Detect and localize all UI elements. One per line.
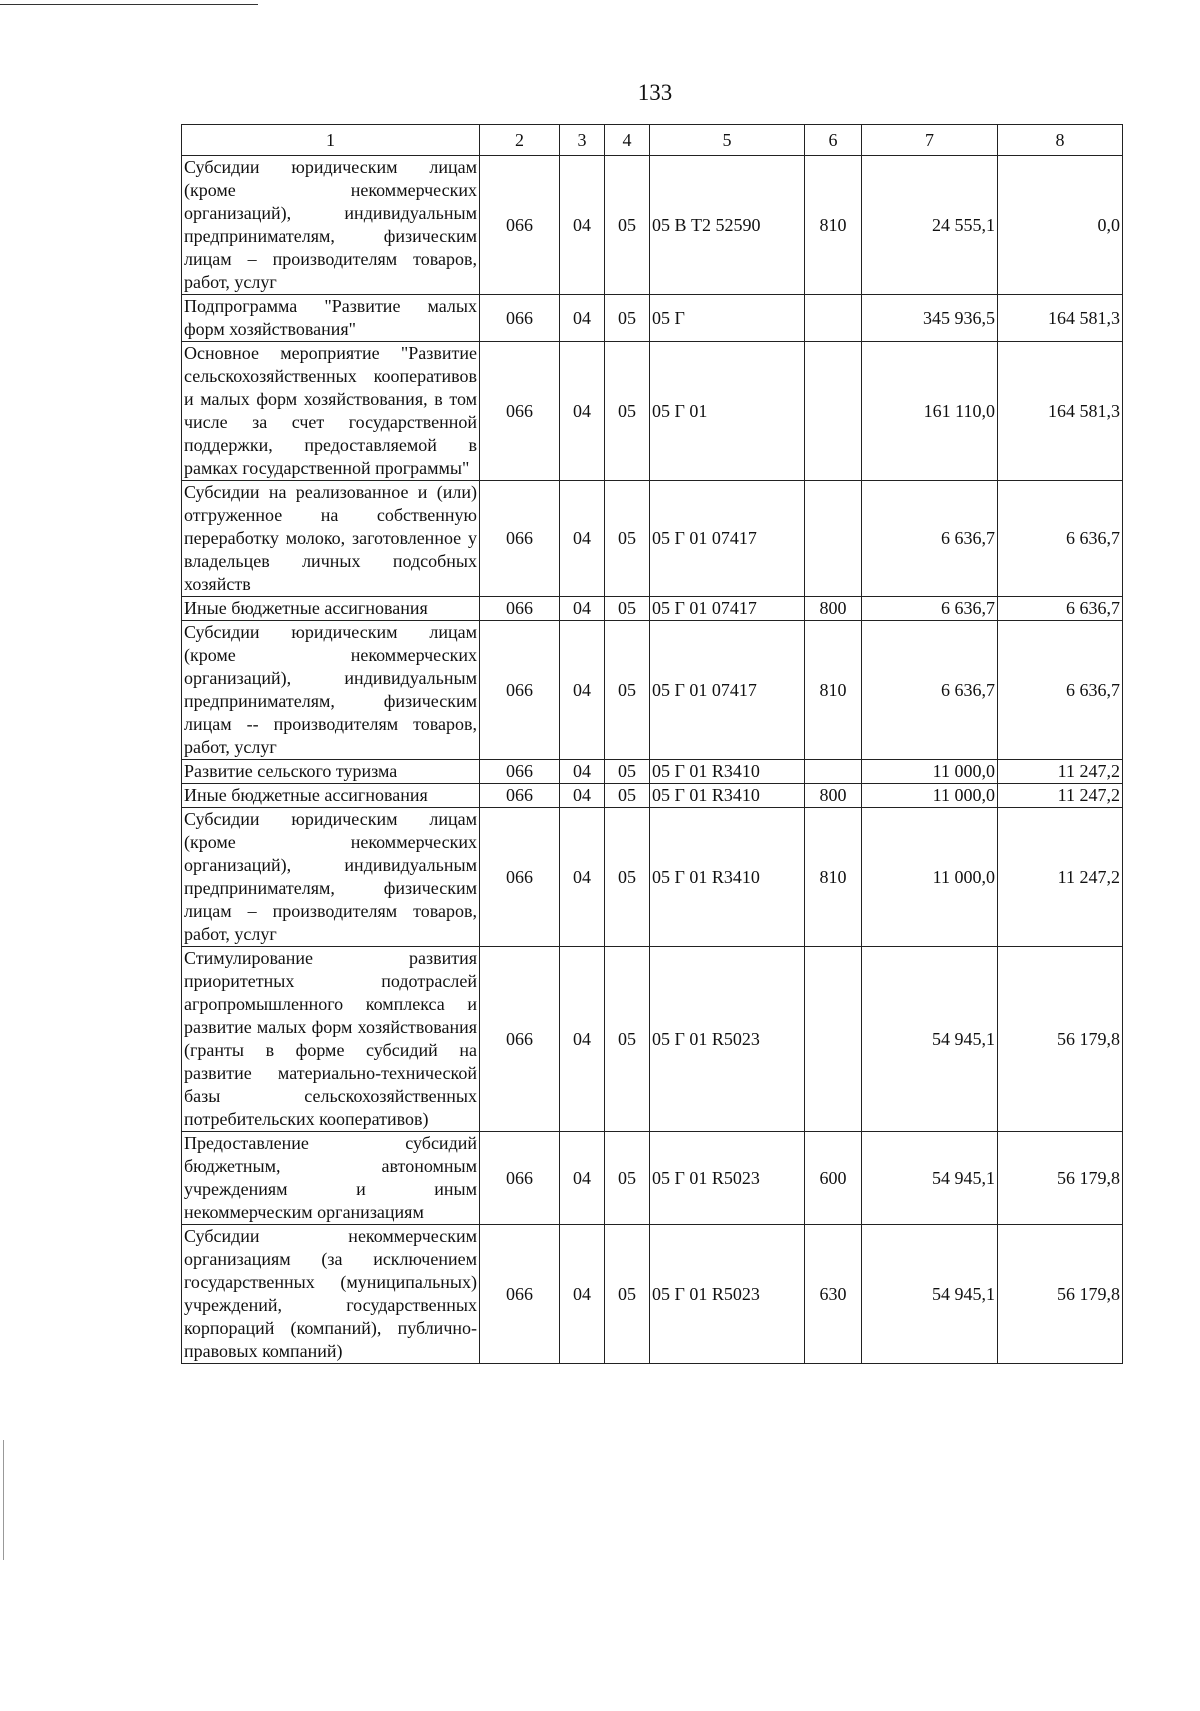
- ministry-code-cell: 066: [480, 760, 560, 784]
- row-name-cell: Субсидии некоммерческим организациям (за исключением государственных (муниципальных) учреждений, государственных корпораций (компаний), публично-правовых компаний): [182, 1225, 480, 1364]
- table-row: [182, 760, 1123, 784]
- ministry-code-cell: 066: [480, 295, 560, 342]
- expense-type-cell: 810: [805, 156, 862, 295]
- amount-year-2-cell: 56 179,8: [998, 947, 1123, 1132]
- subsection-code-cell: 05: [605, 597, 650, 621]
- ministry-code-cell: 066: [480, 808, 560, 947]
- amount-year-2-cell: 11 247,2: [998, 808, 1123, 947]
- section-code-cell: 04: [560, 1132, 605, 1225]
- expense-type-cell: [805, 947, 862, 1132]
- amount-year-1-cell: 6 636,7: [862, 481, 998, 597]
- ministry-code-cell: 066: [480, 947, 560, 1132]
- table-row: [182, 808, 1123, 947]
- amount-year-1-cell: 11 000,0: [862, 760, 998, 784]
- column-header: 8: [998, 125, 1123, 156]
- column-header: 6: [805, 125, 862, 156]
- ministry-code-cell: 066: [480, 156, 560, 295]
- row-name-cell: Субсидии юридическим лицам (кроме некоммерческих организаций), индивидуальным предпринимателям, физическим лицам -- производителям товаров, работ, услуг: [182, 621, 480, 760]
- subsection-code-cell: 05: [605, 481, 650, 597]
- amount-year-1-cell: 54 945,1: [862, 1225, 998, 1364]
- table-row: [182, 295, 1123, 342]
- target-article-cell: 05 Г 01 R5023: [650, 1225, 805, 1364]
- ministry-code-cell: 066: [480, 597, 560, 621]
- amount-year-1-cell: 161 110,0: [862, 342, 998, 481]
- expense-type-cell: [805, 295, 862, 342]
- section-code-cell: 04: [560, 156, 605, 295]
- table-row: [182, 342, 1123, 481]
- ministry-code-cell: 066: [480, 1132, 560, 1225]
- table-row: [182, 597, 1123, 621]
- row-name-cell: Иные бюджетные ассигнования: [182, 784, 480, 808]
- section-code-cell: 04: [560, 760, 605, 784]
- ministry-code-cell: 066: [480, 481, 560, 597]
- amount-year-1-cell: 54 945,1: [862, 947, 998, 1132]
- section-code-cell: 04: [560, 597, 605, 621]
- section-code-cell: 04: [560, 295, 605, 342]
- ministry-code-cell: 066: [480, 1225, 560, 1364]
- expense-type-cell: 800: [805, 597, 862, 621]
- row-name-cell: Развитие сельского туризма: [182, 760, 480, 784]
- target-article-cell: 05 Г: [650, 295, 805, 342]
- amount-year-1-cell: 6 636,7: [862, 597, 998, 621]
- amount-year-2-cell: 56 179,8: [998, 1225, 1123, 1364]
- target-article-cell: 05 В Т2 52590: [650, 156, 805, 295]
- amount-year-1-cell: 11 000,0: [862, 808, 998, 947]
- target-article-cell: 05 Г 01: [650, 342, 805, 481]
- expense-type-cell: 810: [805, 621, 862, 760]
- amount-year-2-cell: 6 636,7: [998, 621, 1123, 760]
- amount-year-1-cell: 345 936,5: [862, 295, 998, 342]
- target-article-cell: 05 Г 01 07417: [650, 597, 805, 621]
- expense-type-cell: [805, 481, 862, 597]
- target-article-cell: 05 Г 01 R3410: [650, 784, 805, 808]
- target-article-cell: 05 Г 01 R5023: [650, 1132, 805, 1225]
- expense-type-cell: 600: [805, 1132, 862, 1225]
- table-header-row: [182, 125, 1123, 156]
- ministry-code-cell: 066: [480, 621, 560, 760]
- row-name-cell: Субсидии на реализованное и (или) отгруженное на собственную переработку молоко, заготовленное у владельцев личных подсобных хозяйств: [182, 481, 480, 597]
- row-name-cell: Иные бюджетные ассигнования: [182, 597, 480, 621]
- expense-type-cell: 810: [805, 808, 862, 947]
- table-row: [182, 156, 1123, 295]
- target-article-cell: 05 Г 01 07417: [650, 481, 805, 597]
- amount-year-2-cell: 6 636,7: [998, 597, 1123, 621]
- amount-year-2-cell: 164 581,3: [998, 342, 1123, 481]
- section-code-cell: 04: [560, 481, 605, 597]
- margin-scan-mark: [3, 1440, 4, 1560]
- subsection-code-cell: 05: [605, 808, 650, 947]
- row-name-cell: Субсидии юридическим лицам (кроме некоммерческих организаций), индивидуальным предпринимателям, физическим лицам – производителям товаров, работ, услуг: [182, 808, 480, 947]
- column-header: 5: [650, 125, 805, 156]
- amount-year-1-cell: 6 636,7: [862, 621, 998, 760]
- amount-year-2-cell: 164 581,3: [998, 295, 1123, 342]
- column-header: 3: [560, 125, 605, 156]
- section-code-cell: 04: [560, 808, 605, 947]
- table-row: [182, 1132, 1123, 1225]
- table-body: [182, 156, 1123, 1364]
- column-header: 2: [480, 125, 560, 156]
- top-edge-rule: [0, 4, 258, 5]
- subsection-code-cell: 05: [605, 760, 650, 784]
- expense-type-cell: 800: [805, 784, 862, 808]
- subsection-code-cell: 05: [605, 156, 650, 295]
- amount-year-1-cell: 24 555,1: [862, 156, 998, 295]
- amount-year-1-cell: 54 945,1: [862, 1132, 998, 1225]
- row-name-cell: Основное мероприятие "Развитие сельскохозяйственных кооперативов и малых форм хозяйствования, в том числе за счет государственной поддержки, предоставляемой в рамках государственной программы": [182, 342, 480, 481]
- row-name-cell: Стимулирование развития приоритетных подотраслей агропромышленного комплекса и развитие малых форм хозяйствования (гранты в форме субсидий на развитие материально-технической базы сельскохозяйственных потребительских кооперативов): [182, 947, 480, 1132]
- subsection-code-cell: 05: [605, 342, 650, 481]
- expense-type-cell: [805, 760, 862, 784]
- expense-type-cell: [805, 342, 862, 481]
- section-code-cell: 04: [560, 342, 605, 481]
- amount-year-1-cell: 11 000,0: [862, 784, 998, 808]
- ministry-code-cell: 066: [480, 784, 560, 808]
- subsection-code-cell: 05: [605, 947, 650, 1132]
- target-article-cell: 05 Г 01 07417: [650, 621, 805, 760]
- table-row: [182, 1225, 1123, 1364]
- expense-type-cell: 630: [805, 1225, 862, 1364]
- page-number: 133: [637, 80, 673, 105]
- amount-year-2-cell: 56 179,8: [998, 1132, 1123, 1225]
- ministry-code-cell: 066: [480, 342, 560, 481]
- table-row: [182, 947, 1123, 1132]
- budget-table: [181, 124, 1123, 1364]
- subsection-code-cell: 05: [605, 1132, 650, 1225]
- section-code-cell: 04: [560, 784, 605, 808]
- target-article-cell: 05 Г 01 R5023: [650, 947, 805, 1132]
- target-article-cell: 05 Г 01 R3410: [650, 808, 805, 947]
- amount-year-2-cell: 11 247,2: [998, 760, 1123, 784]
- amount-year-2-cell: 6 636,7: [998, 481, 1123, 597]
- section-code-cell: 04: [560, 1225, 605, 1364]
- subsection-code-cell: 05: [605, 621, 650, 760]
- subsection-code-cell: 05: [605, 784, 650, 808]
- row-name-cell: Субсидии юридическим лицам (кроме некоммерческих организаций), индивидуальным предпринимателям, физическим лицам – производителям товаров, работ, услуг: [182, 156, 480, 295]
- column-header: 7: [862, 125, 998, 156]
- target-article-cell: 05 Г 01 R3410: [650, 760, 805, 784]
- section-code-cell: 04: [560, 621, 605, 760]
- column-header: 1: [182, 125, 480, 156]
- amount-year-2-cell: 11 247,2: [998, 784, 1123, 808]
- row-name-cell: Подпрограмма "Развитие малых форм хозяйствования": [182, 295, 480, 342]
- amount-year-2-cell: 0,0: [998, 156, 1123, 295]
- table-row: [182, 481, 1123, 597]
- column-header: 4: [605, 125, 650, 156]
- table-row: [182, 621, 1123, 760]
- row-name-cell: Предоставление субсидий бюджетным, автономным учреждениям и иным некоммерческим организациям: [182, 1132, 480, 1225]
- subsection-code-cell: 05: [605, 1225, 650, 1364]
- table-row: [182, 784, 1123, 808]
- section-code-cell: 04: [560, 947, 605, 1132]
- subsection-code-cell: 05: [605, 295, 650, 342]
